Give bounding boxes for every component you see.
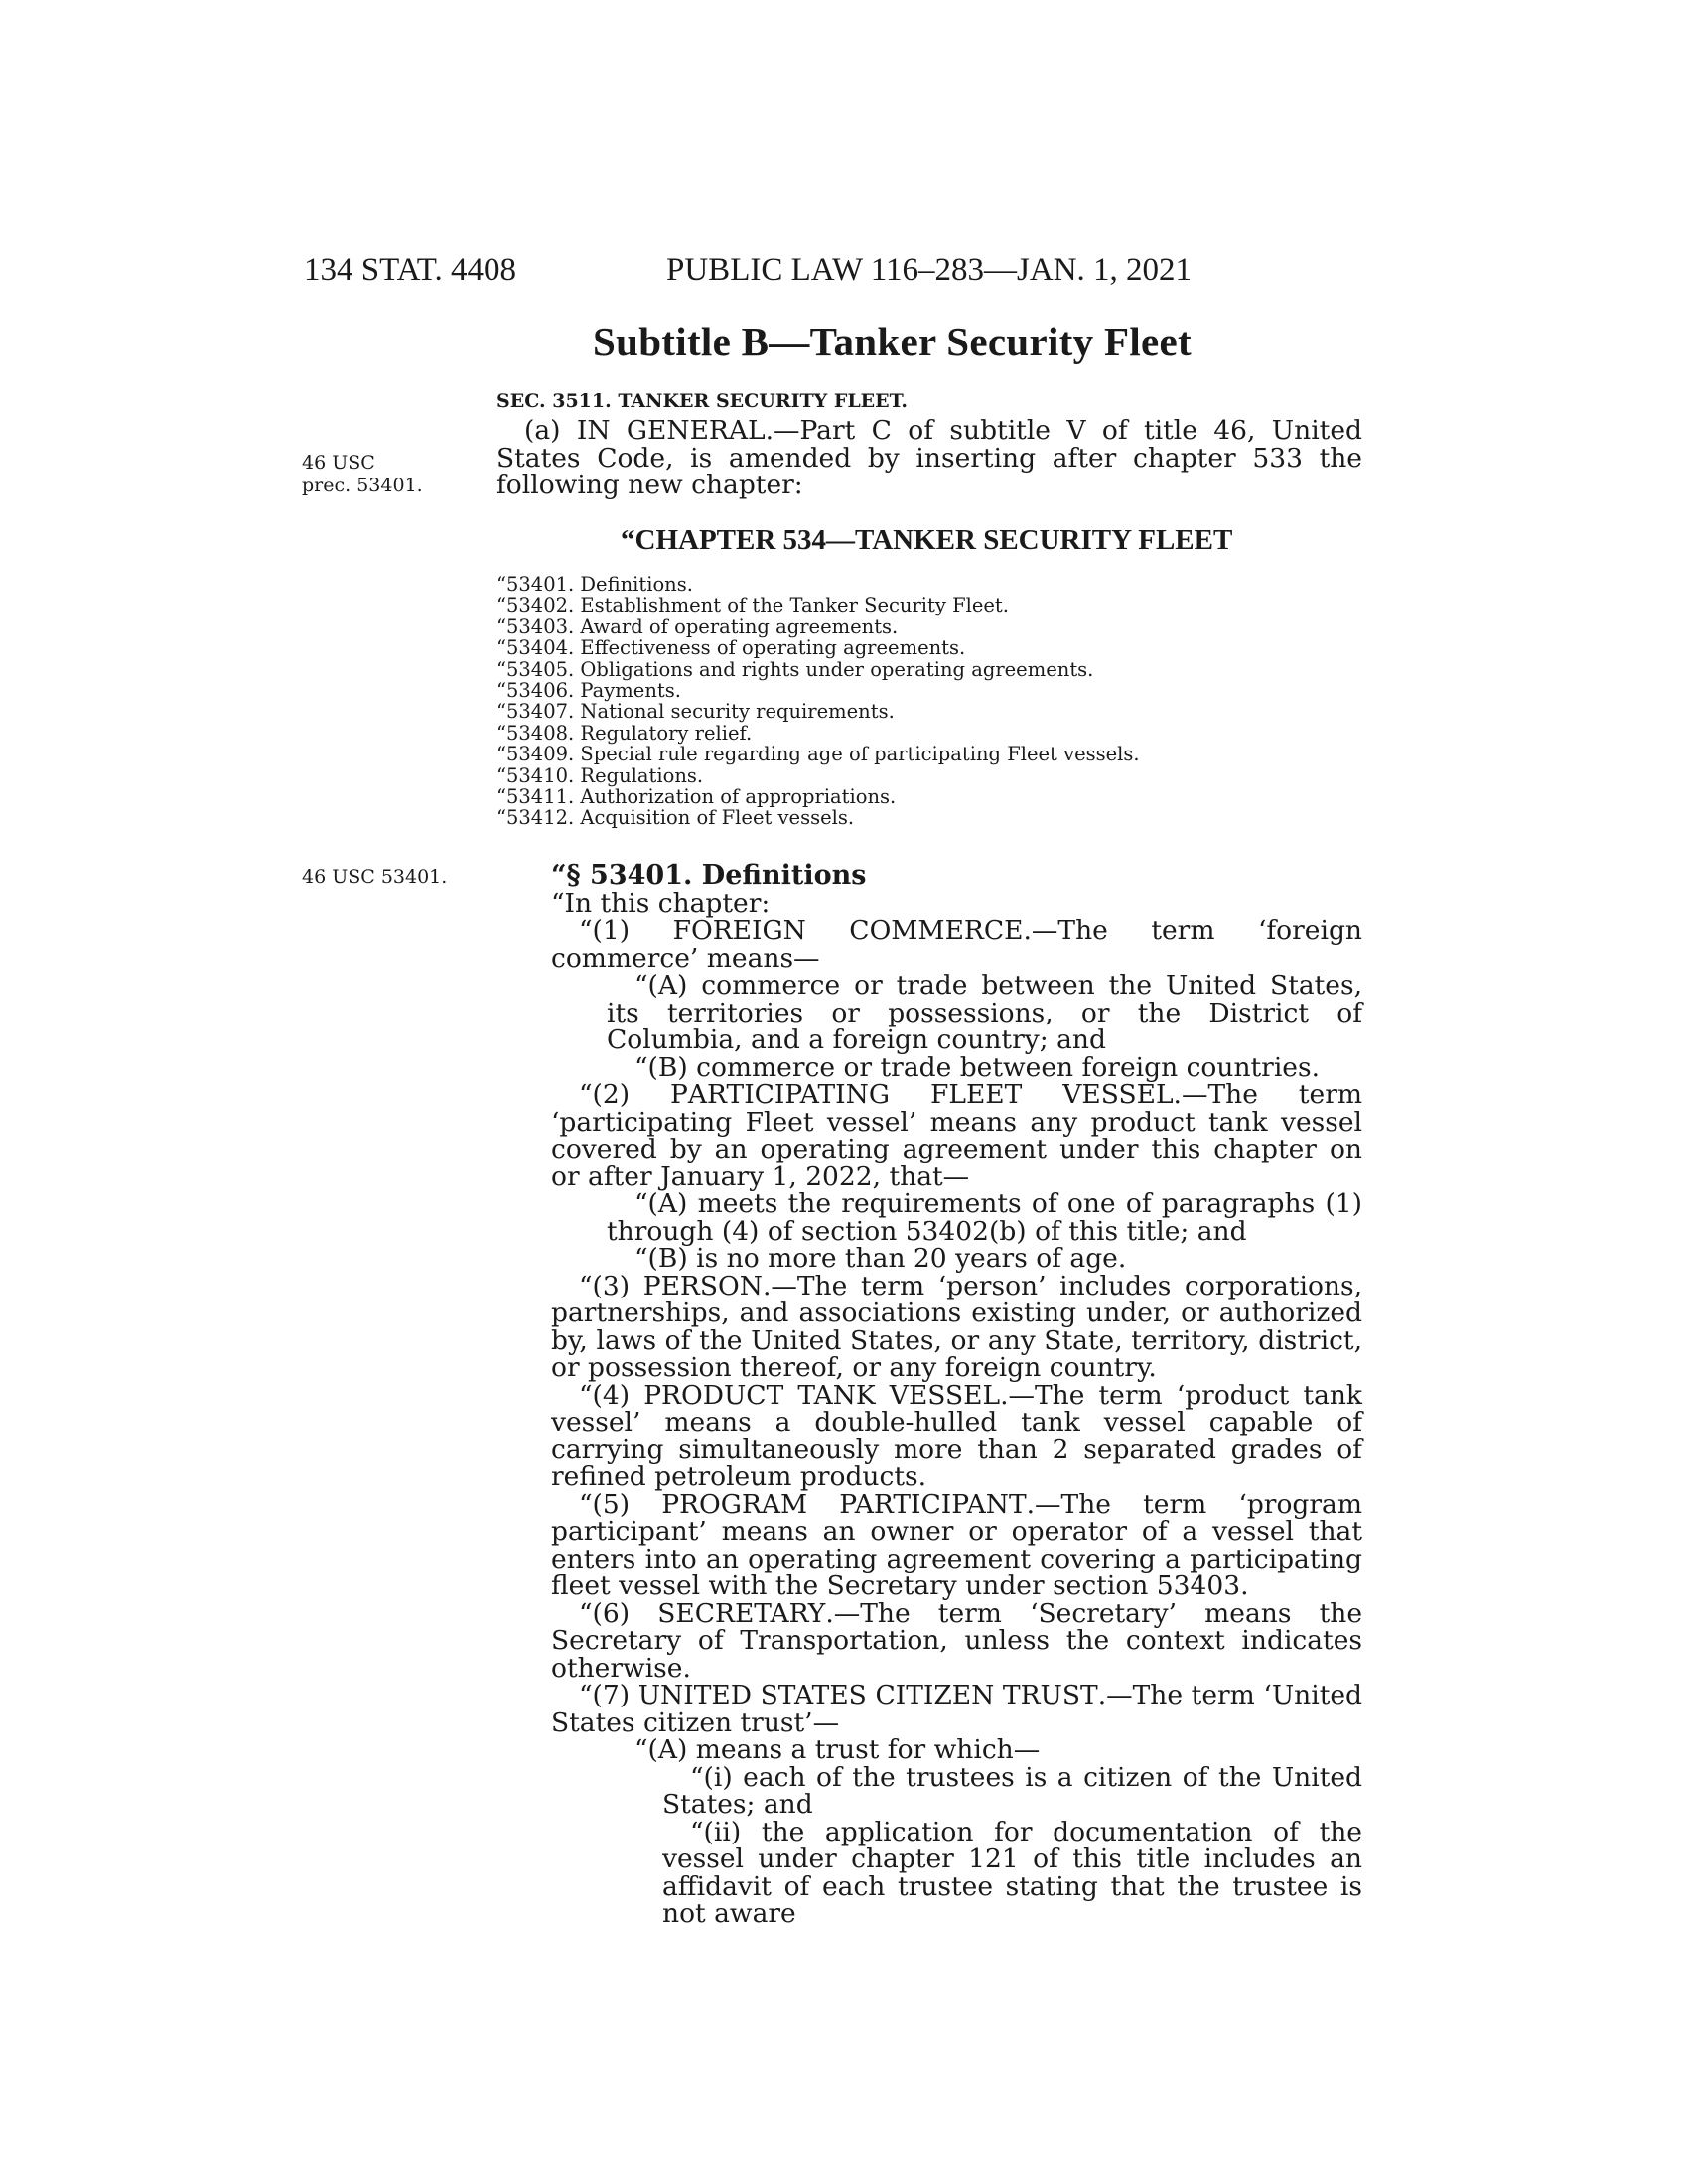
definition-term: ARTICIPATING FLEET VESSEL <box>687 1079 1174 1110</box>
margin-note-prec <box>302 452 423 497</box>
paragraph-heading: N GENERAL <box>587 415 766 446</box>
toc-item: “53405. Obligations and rights under operating agreements. <box>496 657 1094 681</box>
definition-text: .—The term ‘person’ includes corporations, partnerships, and associations existing under, or authorized by, laws of the United States, or any State, territory, district, or possession thereof, or any foreign country. <box>551 1270 1362 1383</box>
toc-item: “53401. Definitions. <box>496 573 693 596</box>
definition-text: .—The term ‘product tank vessel’ means a double-hulled tank vessel capable of carrying simultaneously more than 2 separated grades of refined petroleum products. <box>551 1379 1362 1492</box>
toc-item: “53403. Award of operating agreements. <box>496 614 899 638</box>
definition-text: .—The term ‘Secretary’ means the Secretary of Transportation, unless the context indicates otherwise. <box>551 1597 1362 1684</box>
definitions-heading: “§ 53401. Definitions <box>551 860 867 890</box>
margin-note-53401: 46 USC 53401. <box>302 866 448 887</box>
section-heading: SEC. 3511. TANKER SECURITY FLEET. <box>496 390 908 412</box>
toc-item: “53410. Regulations. <box>496 763 704 787</box>
subparagraph: “(B) is no more than 20 years of age. <box>634 1243 1127 1274</box>
paragraph-label: (a) I <box>524 415 588 446</box>
definition-product-tank-vessel <box>551 1379 1362 1492</box>
public-law-citation: PUBLIC LAW 116–283—JAN. 1, 2021 <box>666 252 1193 288</box>
subtitle-heading: Subtitle B—Tanker Security Fleet <box>593 319 1192 364</box>
definition-number: “(7) U <box>579 1680 661 1710</box>
toc-item: “53411. Authorization of appropriations. <box>496 785 897 809</box>
margin-note-line: prec. 53401. <box>302 475 423 496</box>
definition-united-states-citizen-trust <box>551 1682 1362 1736</box>
toc-item: “53407. National security requirements. <box>496 700 895 724</box>
subparagraph: “(B) commerce or trade between foreign countries. <box>634 1051 1321 1083</box>
stat-page-number: 134 STAT. 4408 <box>304 252 517 288</box>
definition-text: .—The term ‘United States citizen trust’— <box>551 1680 1363 1738</box>
toc-item: “53404. Effectiveness of operating agreements. <box>496 636 966 660</box>
toc-item: “53406. Payments. <box>496 679 681 703</box>
definition-number: “(4) P <box>579 1379 662 1411</box>
definitions-intro: “In this chapter: <box>551 888 771 919</box>
clause: “(ii) the application for documentation of the vessel under chapter 121 of this title includes an affidavit of each trustee stating that the trustee is not aware <box>662 1816 1362 1929</box>
table-of-sections <box>496 574 1140 829</box>
subparagraph: “(A) means a trust for which— <box>634 1734 1041 1765</box>
toc-item: “53412. Acquisition of Fleet vessels. <box>496 806 855 830</box>
definition-number: “(2) P <box>579 1079 688 1110</box>
definition-term: ROGRAM PARTICIPANT <box>679 1488 1027 1520</box>
clause: “(i) each of the trustees is a citizen of the United States; and <box>662 1761 1362 1820</box>
definition-number: “(6) S <box>579 1597 676 1629</box>
in-general-paragraph <box>496 417 1362 499</box>
definition-term: RODUCT TANK VESSEL <box>661 1379 1001 1411</box>
definition-text: .—The term ‘program participant’ means an owner or operator of a vessel that enters into an operating agreement covering a participating fleet vessel with the Secretary under section 53403. <box>551 1488 1362 1601</box>
definition-term: ERSON <box>660 1270 763 1301</box>
paragraph-text: .—Part C of subtitle V of title 46, United States Code, is amended by inserting after chapter 533 the following new chapter: <box>496 415 1362 500</box>
margin-note-line: 46 USC <box>302 452 375 474</box>
definition-foreign-commerce <box>551 917 1362 972</box>
subparagraph: “(A) meets the requirements of one of paragraphs (1) through (4) of section 53402(b) of this title; and <box>607 1188 1362 1247</box>
definition-person <box>551 1270 1362 1383</box>
definition-participating-fleet-vessel <box>551 1081 1362 1190</box>
definition-secretary <box>551 1597 1362 1684</box>
definition-number: “(5) P <box>579 1488 680 1520</box>
toc-item: “53409. Special rule regarding age of participating Fleet vessels. <box>496 743 1140 766</box>
definition-term: NITED STATES CITIZEN TRUST <box>660 1680 1098 1710</box>
toc-item: “53408. Regulatory relief. <box>496 721 753 745</box>
definition-text: .—The term ‘participating Fleet vessel’ means any product tank vessel covered by an operating agreement under this chapter on or after January 1, 2022, that— <box>551 1079 1362 1192</box>
chapter-heading: “CHAPTER 534—TANKER SECURITY FLEET <box>621 524 1233 556</box>
definition-text: .—The term ‘foreign commerce’ means— <box>551 915 1362 974</box>
definition-number: “(1) F <box>579 915 691 946</box>
definition-number: “(3) P <box>579 1270 661 1301</box>
subparagraph: “(A) commerce or trade between the United States, its territories or possessions, or the District of Columbia, and a foreign country; and <box>607 970 1362 1055</box>
definition-term: OREIGN COMMERCE <box>690 915 1024 946</box>
running-header <box>0 252 1688 292</box>
definition-term: ECRETARY <box>675 1597 826 1629</box>
definition-program-participant <box>551 1488 1362 1601</box>
toc-item: “53402. Establishment of the Tanker Security Fleet. <box>496 594 1009 617</box>
definitions-body <box>551 917 1362 1928</box>
